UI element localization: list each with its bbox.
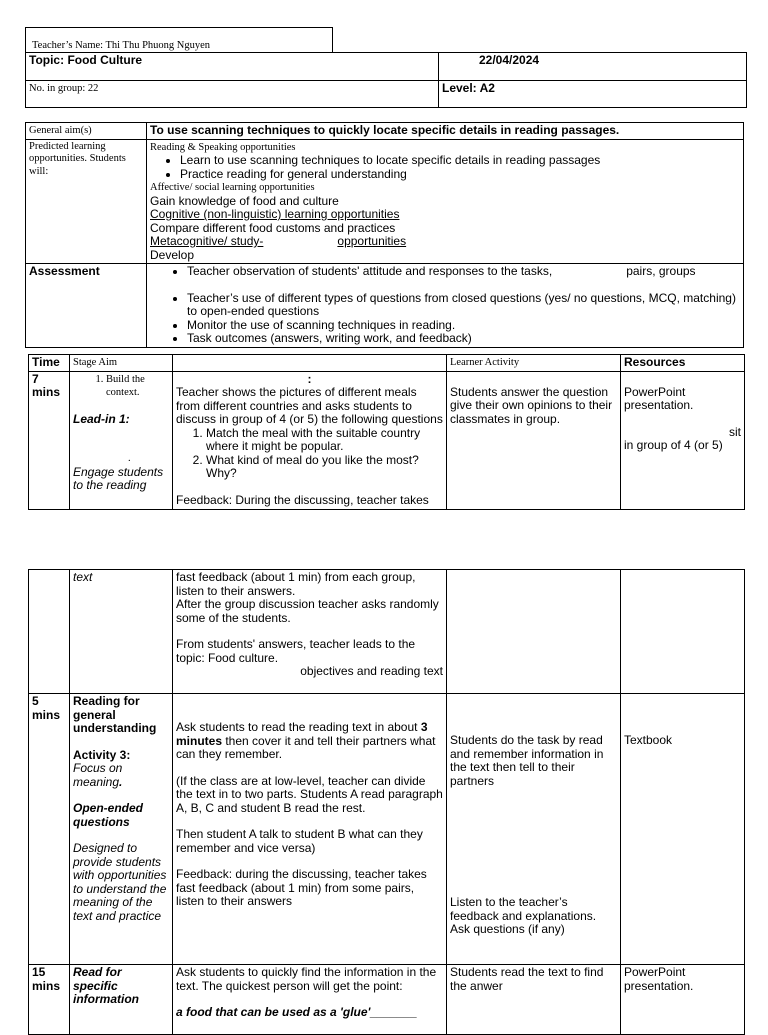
cognitive-heading: Cognitive (non-linguistic) learning opportunities bbox=[150, 207, 400, 221]
col-stage: Stage Aim bbox=[70, 355, 173, 372]
row1-stage-title: Lead-in 1: bbox=[73, 411, 130, 426]
row1-feedback: Feedback: During the discussing, teacher takes bbox=[176, 492, 429, 507]
cont-resources bbox=[621, 570, 745, 694]
assessment-label: Assessment bbox=[26, 264, 147, 348]
predicted-content bbox=[147, 139, 744, 264]
row1-stage-dot: . bbox=[128, 453, 131, 464]
row2-learner: Students do the task by read and remember information in the text then tell to their partners Listen to the teacher’s feedback and explanations. Ask questions (if any) bbox=[447, 694, 621, 965]
row3-learner: Students read the text to find the anwer bbox=[447, 965, 621, 1035]
cognitive-text: Compare different food customs and practices bbox=[150, 220, 396, 235]
assessment-item: • Task outcomes (answers, writing work, and feedback) bbox=[187, 332, 740, 346]
meta-heading: Metacognitive/ study- opportunities bbox=[150, 234, 407, 248]
row1-resources: PowerPoint presentation. sit in group of 4 (or 5) bbox=[621, 371, 745, 509]
row3-stage: Read for specific information bbox=[70, 965, 173, 1035]
teacher-name-box bbox=[25, 27, 333, 52]
row3-procedure: Ask students to quickly find the information in the text. The quickest person will get the point: a food that can be used as a 'glue'_______ bbox=[173, 965, 447, 1035]
procedure-table-continued bbox=[28, 569, 745, 1035]
assessment-content bbox=[147, 264, 744, 348]
row1-procedure bbox=[173, 371, 447, 509]
affective-text: Gain knowledge of food and culture bbox=[150, 193, 339, 208]
header-table bbox=[25, 52, 747, 108]
row3-resources: PowerPoint presentation. bbox=[621, 965, 745, 1035]
row1-stage bbox=[70, 371, 173, 509]
level-cell: Level: A2 bbox=[439, 81, 747, 108]
cont-time bbox=[29, 570, 70, 694]
assessment-item: • Monitor the use of scanning techniques in reading. bbox=[187, 319, 740, 333]
row1-colon: : bbox=[307, 371, 312, 386]
topic-cell: Topic: Food Culture bbox=[26, 53, 439, 81]
affective-heading: Affective/ social learning opportunities bbox=[150, 182, 315, 193]
row1-stage-aim: Engage students to the reading bbox=[73, 464, 164, 492]
row1-time: 7 mins bbox=[29, 371, 70, 509]
row1-stage-list: 1. Build the context. bbox=[73, 373, 169, 400]
col-learner: Learner Activity bbox=[447, 355, 621, 372]
cont-stage: text bbox=[70, 570, 173, 694]
col-procedure bbox=[173, 355, 447, 372]
procedure-table bbox=[28, 354, 745, 510]
rs-heading: Reading & Speaking opportunities bbox=[150, 141, 296, 153]
assessment-item: • Teacher observation of students' attitude and responses to the tasks, pairs, groups bbox=[187, 265, 740, 279]
row3-time: 15 mins bbox=[29, 965, 70, 1035]
cont-learner bbox=[447, 570, 621, 694]
general-aim-text: To use scanning techniques to quickly locate specific details in reading passages. bbox=[147, 123, 744, 140]
group-cell: No. in group: 22 bbox=[26, 81, 439, 108]
meta-text: Develop bbox=[150, 247, 195, 262]
cont-procedure: fast feedback (about 1 min) from each group, listen to their answers. After the group discussion teacher asks randomly some of the students. From students' answers, teacher leads to the topic: Food culture. objectives and reading text bbox=[173, 570, 447, 694]
aims-table bbox=[25, 122, 744, 348]
teacher-name: Teacher’s Name: Thi Thu Phuong Nguyen bbox=[32, 40, 211, 51]
row2-procedure: Ask students to read the reading text in about 3 minutes then cover it and tell their partners what can they remember. (If the class are at low-level, teacher can divide the text in to two parts. Students A read paragraph A, B, C and student B read the rest. Then student A talk to student B what can they remember and vice versa) Feedback: during the discussing, teacher takes fast feedback (about 1 min) from some pairs, listen to their answers bbox=[173, 694, 447, 965]
row2-resources: Textbook bbox=[621, 694, 745, 965]
row1-questions: 1. Match the meal with the suitable country where it might be popular. 2. What kind of meal do you like the most? Why? bbox=[176, 427, 443, 481]
assessment-list bbox=[150, 265, 740, 279]
date-cell: 22/04/2024 bbox=[439, 53, 747, 81]
row1-intro: Teacher shows the pictures of different meals from different countries and asks students to discuss in group of 4 (or 5) the following questions bbox=[176, 385, 443, 426]
row1-learner: Students answer the question give their own opinions to their classmates in group. bbox=[447, 371, 621, 509]
predicted-label: Predicted learning opportunities. Students will: bbox=[26, 139, 147, 264]
rs-item: • Learn to use scanning techniques to locate specific details in reading passages bbox=[180, 154, 740, 168]
col-resources: Resources bbox=[621, 355, 745, 372]
row2-stage: Reading for general understanding Activity 3: Focus on meaning. Open-ended questions Designed to provide students with opportunities to understand the meaning of the text and practice bbox=[70, 694, 173, 965]
row2-time: 5 mins bbox=[29, 694, 70, 965]
rs-item: • Practice reading for general understanding bbox=[180, 168, 740, 182]
col-time: Time bbox=[29, 355, 70, 372]
rs-list bbox=[150, 154, 740, 181]
general-aim-label: General aim(s) bbox=[26, 123, 147, 140]
assessment-list bbox=[150, 292, 740, 346]
assessment-item: • Teacher’s use of different types of questions from closed questions (yes/ no questions, MCQ, matching) to open-ended questions bbox=[187, 292, 740, 319]
